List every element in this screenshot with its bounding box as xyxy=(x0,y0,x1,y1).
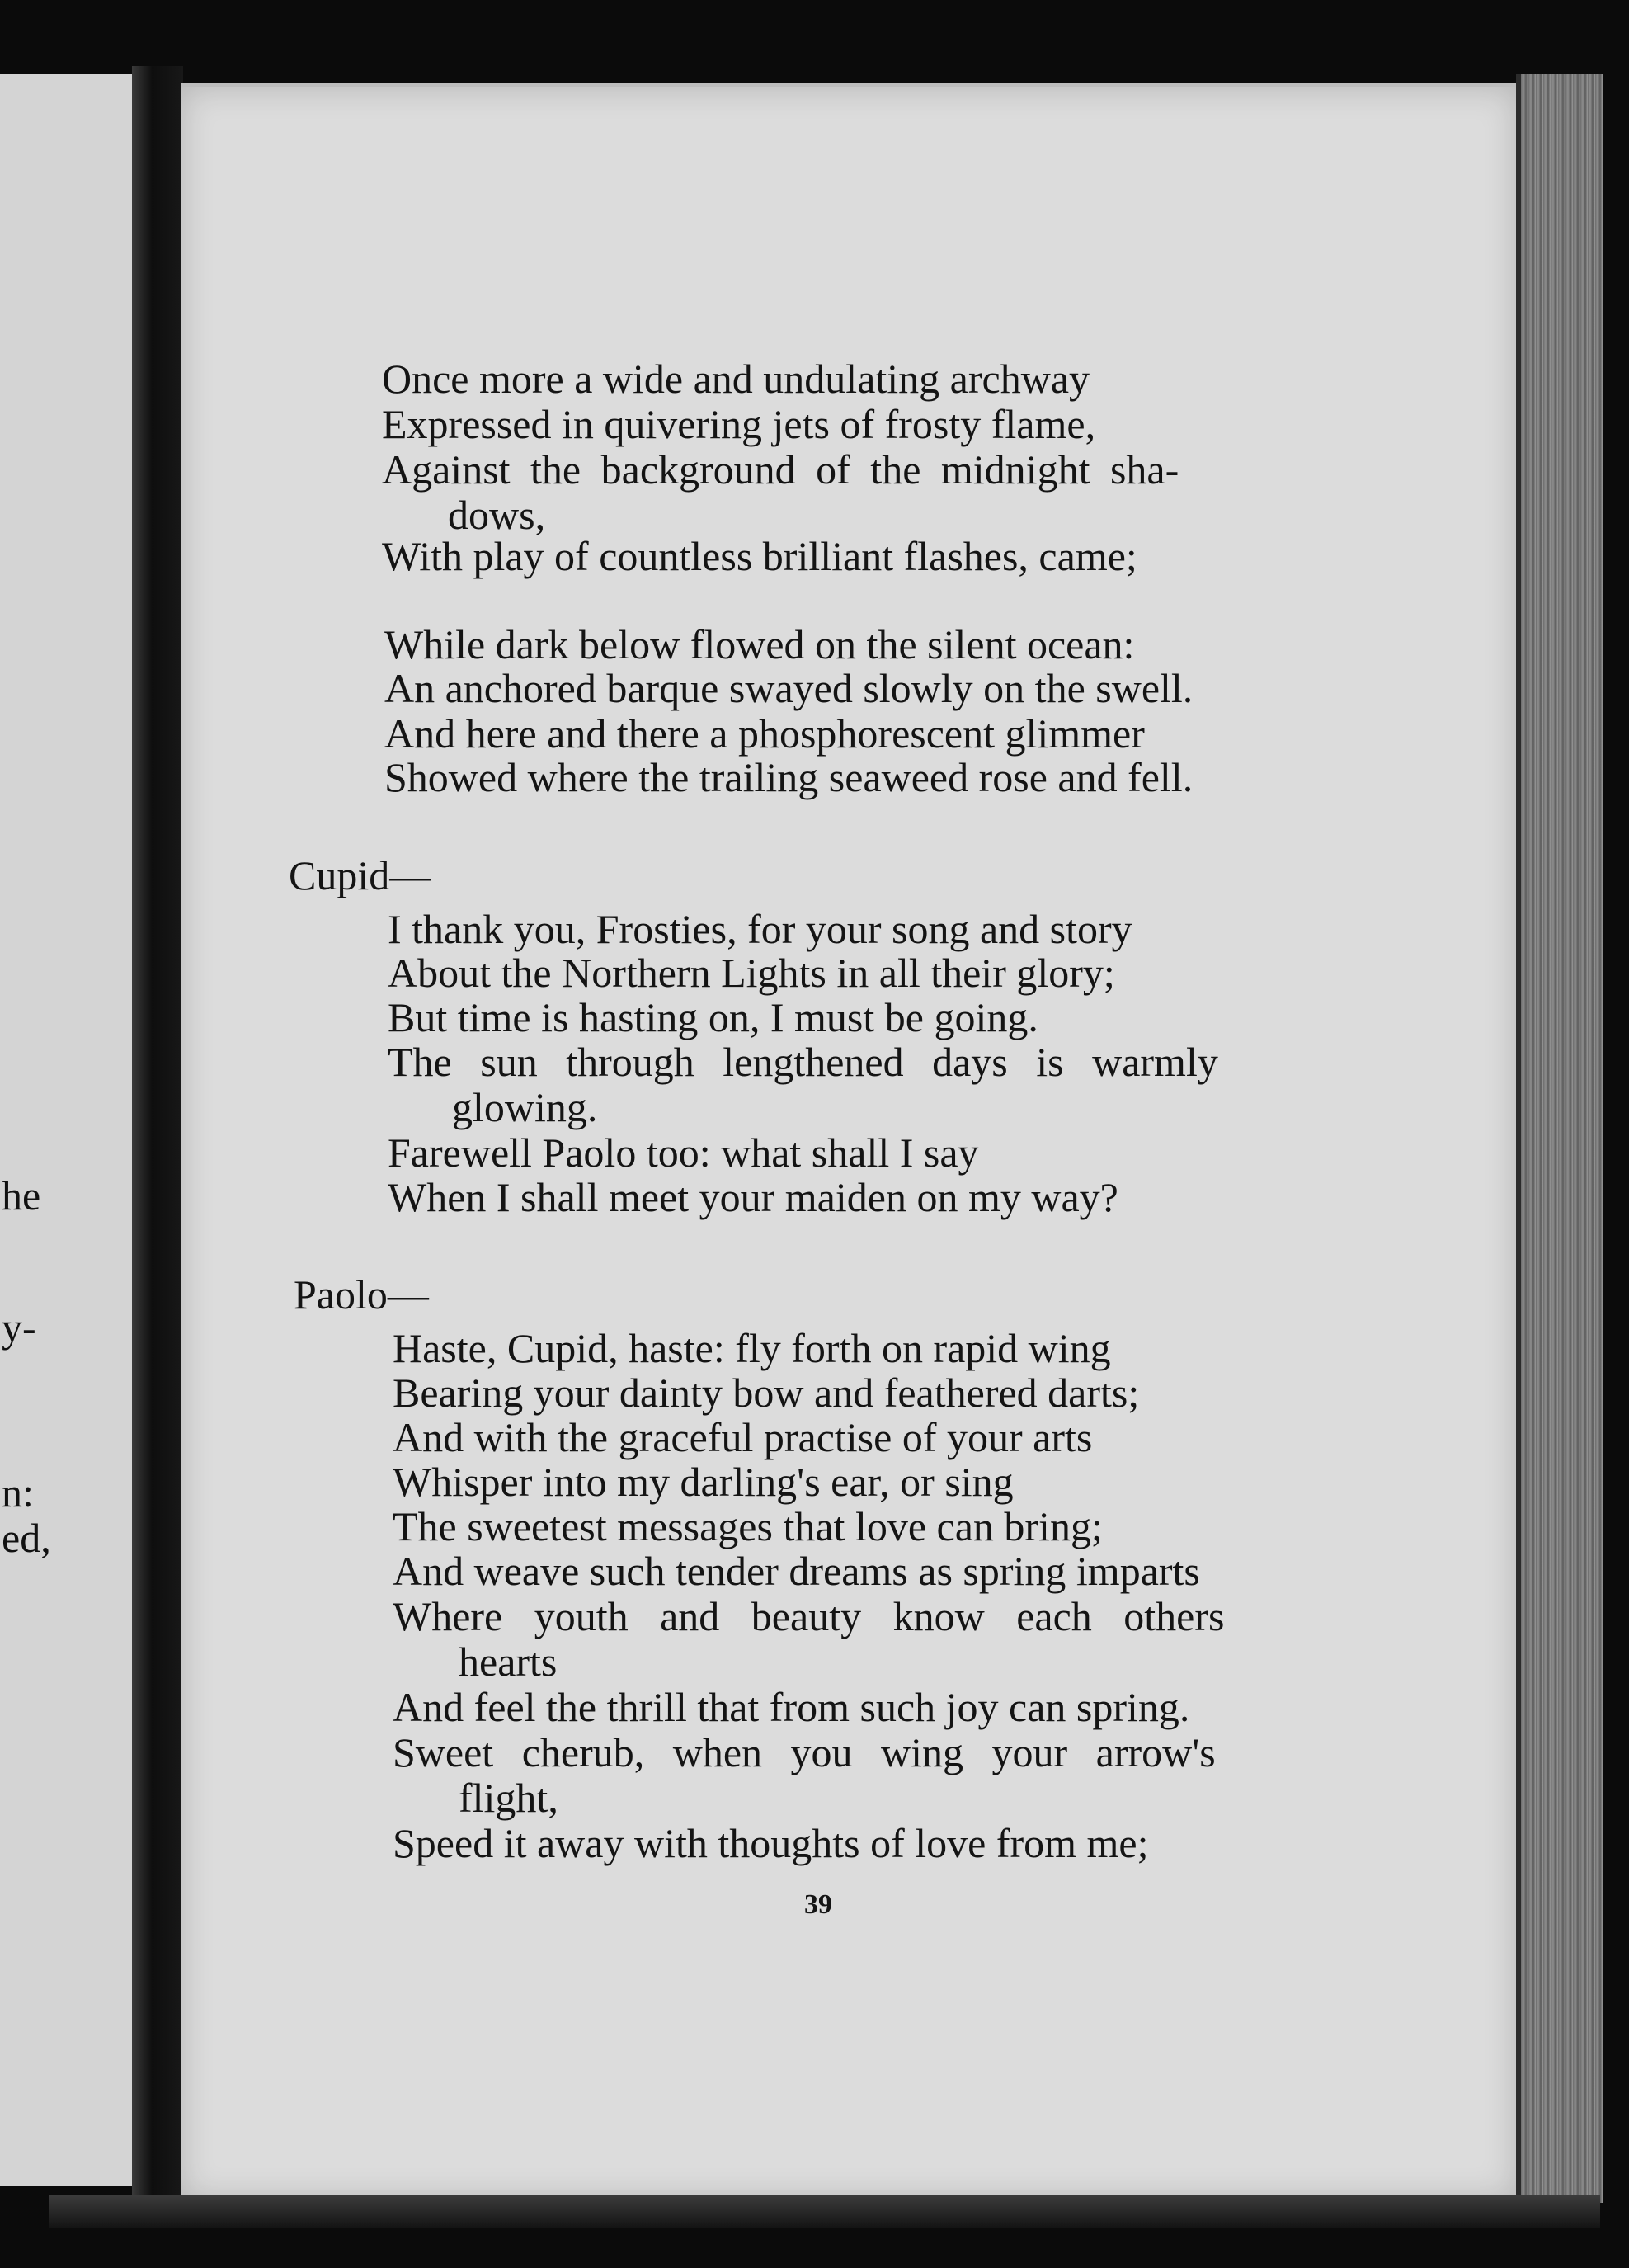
speaker-label: Cupid— xyxy=(289,852,431,898)
poem-line: While dark below flowed on the silent ocean: xyxy=(384,621,1135,667)
left-page-fragment: y- xyxy=(2,1304,36,1351)
poem-line: About the Northern Lights in all their glory; xyxy=(388,950,1115,996)
poem-line: Showed where the trailing seaweed rose and fell. xyxy=(384,754,1194,800)
poem-line: glowing. xyxy=(452,1084,598,1130)
poem-line: Whisper into my darling's ear, or sing xyxy=(393,1459,1014,1505)
poem-line: Speed it away with thoughts of love from me; xyxy=(393,1820,1149,1866)
poem-line: And here and there a phosphorescent glimmer xyxy=(384,710,1145,757)
poem-line: When I shall meet your maiden on my way? xyxy=(388,1174,1118,1220)
left-page-fragment: ed, xyxy=(2,1515,51,1561)
poem-line: The sweetest messages that love can bring; xyxy=(393,1503,1103,1549)
left-page-fragment: n: xyxy=(2,1469,34,1516)
poem-line: hearts xyxy=(459,1639,558,1685)
poem-line: With play of countless brilliant flashes, came; xyxy=(382,533,1137,579)
poem-line: The sun through lengthened days is warmly xyxy=(388,1039,1218,1085)
book-gutter xyxy=(132,66,183,2195)
poem-line: Expressed in quivering jets of frosty flame, xyxy=(382,401,1096,447)
poem-line: And with the graceful practise of your arts xyxy=(393,1414,1093,1460)
poem-line: Farewell Paolo too: what shall I say xyxy=(388,1129,979,1176)
poem-line: Haste, Cupid, haste: fly forth on rapid wing xyxy=(393,1325,1111,1371)
poem-line: Bearing your dainty bow and feathered darts; xyxy=(393,1370,1140,1416)
poem-line: flight, xyxy=(459,1775,558,1821)
poem-line: And weave such tender dreams as spring imparts xyxy=(393,1548,1200,1594)
page-edges xyxy=(1516,74,1603,2203)
left-page-fragment: he xyxy=(2,1172,41,1219)
poem-line: Where youth and beauty know each others xyxy=(393,1593,1225,1639)
speaker-label: Paolo— xyxy=(294,1271,429,1318)
poem-line: An anchored barque swayed slowly on the swell. xyxy=(384,665,1194,711)
poem-line: dows, xyxy=(448,492,546,538)
page-number: 39 xyxy=(804,1889,832,1920)
poem-line: But time is hasting on, I must be going. xyxy=(388,994,1038,1040)
left-page xyxy=(0,74,135,2186)
poem-line: I thank you, Frosties, for your song and story xyxy=(388,906,1132,952)
poem-line: And feel the thrill that from such joy can spring. xyxy=(393,1684,1190,1730)
poem-line: Against the background of the midnight sha- xyxy=(382,446,1179,493)
bottom-page-edge xyxy=(49,2195,1600,2228)
poem-line: Sweet cherub, when you wing your arrow's xyxy=(393,1729,1216,1775)
poem-line: Once more a wide and undulating archway xyxy=(382,356,1090,402)
